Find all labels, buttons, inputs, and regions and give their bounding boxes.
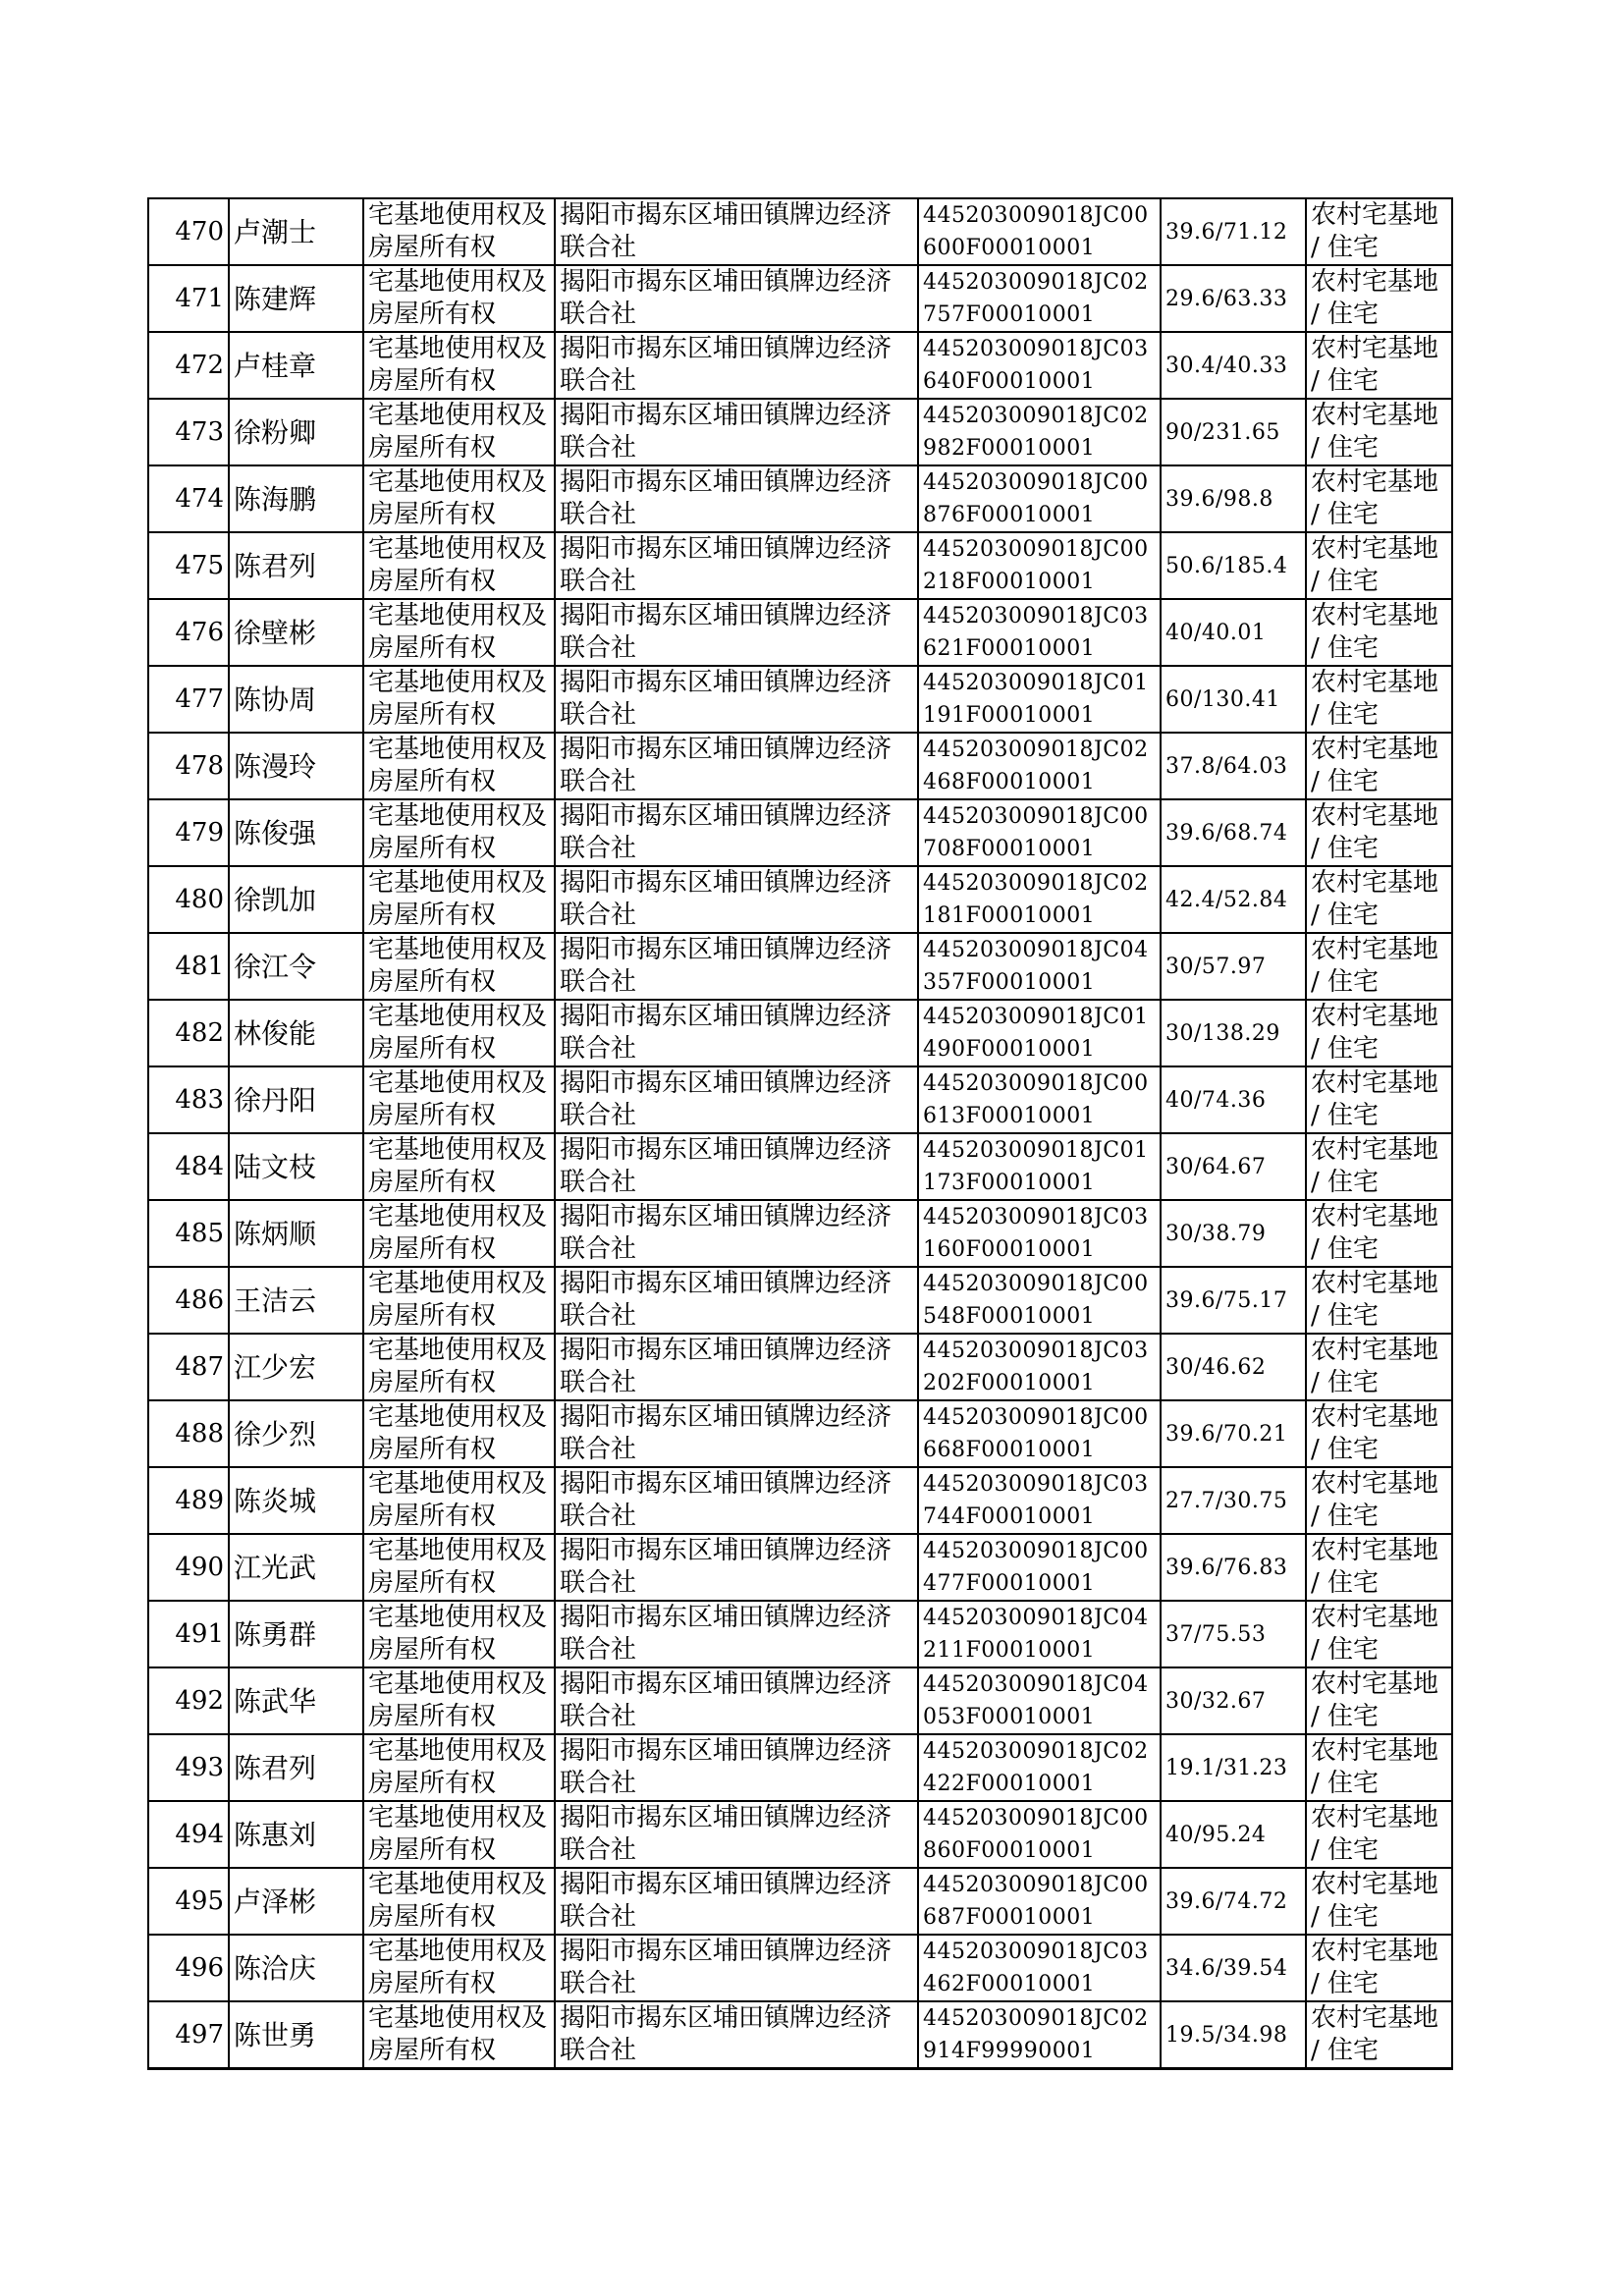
land-owner-cell: 揭阳市揭东区埔田镇牌边经济联合社 [555, 265, 918, 332]
area-value-cell: 60/130.41 [1161, 666, 1306, 733]
unit-code-cell: 445203009018JC02422F00010001 [918, 1734, 1161, 1801]
table-row [148, 866, 1452, 933]
row-number-cell: 484 [148, 1133, 229, 1200]
area-value-cell: 30.4/40.33 [1161, 332, 1306, 399]
area-value-cell: 39.6/68.74 [1161, 799, 1306, 866]
right-type-cell: 宅基地使用权及房屋所有权 [363, 1601, 555, 1667]
land-owner-cell: 揭阳市揭东区埔田镇牌边经济联合社 [555, 799, 918, 866]
land-owner-cell: 揭阳市揭东区埔田镇牌边经济联合社 [555, 1000, 918, 1066]
area-value-cell: 30/46.62 [1161, 1334, 1306, 1400]
table-row [148, 1801, 1452, 1868]
holder-name-cell: 江少宏 [229, 1334, 363, 1400]
row-number-cell: 485 [148, 1200, 229, 1267]
land-owner-cell: 揭阳市揭东区埔田镇牌边经济联合社 [555, 1200, 918, 1267]
table-row [148, 1734, 1452, 1801]
table-row [148, 198, 1452, 265]
row-number-cell: 476 [148, 599, 229, 666]
holder-name-cell: 陈君列 [229, 532, 363, 599]
land-use-cell: 农村宅基地 / 住宅 [1306, 866, 1452, 933]
unit-code-cell: 445203009018JC02181F00010001 [918, 866, 1161, 933]
right-type-cell: 宅基地使用权及房屋所有权 [363, 465, 555, 532]
area-value-cell: 30/138.29 [1161, 1000, 1306, 1066]
land-use-cell: 农村宅基地 / 住宅 [1306, 2001, 1452, 2069]
row-number-cell: 495 [148, 1868, 229, 1935]
land-owner-cell: 揭阳市揭东区埔田镇牌边经济联合社 [555, 1667, 918, 1734]
unit-code-cell: 445203009018JC00613F00010001 [918, 1066, 1161, 1133]
holder-name-cell: 陈漫玲 [229, 733, 363, 799]
unit-code-cell: 445203009018JC00876F00010001 [918, 465, 1161, 532]
unit-code-cell: 445203009018JC03640F00010001 [918, 332, 1161, 399]
land-owner-cell: 揭阳市揭东区埔田镇牌边经济联合社 [555, 1400, 918, 1467]
table-row [148, 1267, 1452, 1334]
land-owner-cell: 揭阳市揭东区埔田镇牌边经济联合社 [555, 1601, 918, 1667]
right-type-cell: 宅基地使用权及房屋所有权 [363, 1133, 555, 1200]
right-type-cell: 宅基地使用权及房屋所有权 [363, 332, 555, 399]
table-row [148, 1334, 1452, 1400]
table-row [148, 1534, 1452, 1601]
land-owner-cell: 揭阳市揭东区埔田镇牌边经济联合社 [555, 1868, 918, 1935]
land-owner-cell: 揭阳市揭东区埔田镇牌边经济联合社 [555, 866, 918, 933]
right-type-cell: 宅基地使用权及房屋所有权 [363, 265, 555, 332]
table-row [148, 332, 1452, 399]
land-owner-cell: 揭阳市揭东区埔田镇牌边经济联合社 [555, 1935, 918, 2001]
right-type-cell: 宅基地使用权及房屋所有权 [363, 198, 555, 265]
land-use-cell: 农村宅基地 / 住宅 [1306, 1601, 1452, 1667]
land-owner-cell: 揭阳市揭东区埔田镇牌边经济联合社 [555, 733, 918, 799]
right-type-cell: 宅基地使用权及房屋所有权 [363, 1400, 555, 1467]
row-number-cell: 494 [148, 1801, 229, 1868]
table-row [148, 399, 1452, 465]
holder-name-cell: 徐粉卿 [229, 399, 363, 465]
area-value-cell: 30/38.79 [1161, 1200, 1306, 1267]
unit-code-cell: 445203009018JC04211F00010001 [918, 1601, 1161, 1667]
right-type-cell: 宅基地使用权及房屋所有权 [363, 1868, 555, 1935]
unit-code-cell: 445203009018JC02914F99990001 [918, 2001, 1161, 2069]
holder-name-cell: 卢潮士 [229, 198, 363, 265]
holder-name-cell: 陈建辉 [229, 265, 363, 332]
holder-name-cell: 徐少烈 [229, 1400, 363, 1467]
row-number-cell: 490 [148, 1534, 229, 1601]
land-use-cell: 农村宅基地 / 住宅 [1306, 1400, 1452, 1467]
area-value-cell: 19.5/34.98 [1161, 2001, 1306, 2069]
land-owner-cell: 揭阳市揭东区埔田镇牌边经济联合社 [555, 1734, 918, 1801]
unit-code-cell: 445203009018JC01173F00010001 [918, 1133, 1161, 1200]
land-use-cell: 农村宅基地 / 住宅 [1306, 1467, 1452, 1534]
land-use-cell: 农村宅基地 / 住宅 [1306, 465, 1452, 532]
row-number-cell: 471 [148, 265, 229, 332]
holder-name-cell: 林俊能 [229, 1000, 363, 1066]
holder-name-cell: 徐凯加 [229, 866, 363, 933]
unit-code-cell: 445203009018JC00708F00010001 [918, 799, 1161, 866]
table-row [148, 1400, 1452, 1467]
land-owner-cell: 揭阳市揭东区埔田镇牌边经济联合社 [555, 465, 918, 532]
area-value-cell: 39.6/75.17 [1161, 1267, 1306, 1334]
unit-code-cell: 445203009018JC00687F00010001 [918, 1868, 1161, 1935]
right-type-cell: 宅基地使用权及房屋所有权 [363, 1734, 555, 1801]
table-row [148, 1066, 1452, 1133]
unit-code-cell: 445203009018JC03744F00010001 [918, 1467, 1161, 1534]
land-use-cell: 农村宅基地 / 住宅 [1306, 599, 1452, 666]
row-number-cell: 492 [148, 1667, 229, 1734]
row-number-cell: 489 [148, 1467, 229, 1534]
area-value-cell: 37/75.53 [1161, 1601, 1306, 1667]
table-row [148, 1667, 1452, 1734]
row-number-cell: 482 [148, 1000, 229, 1066]
table-row [148, 799, 1452, 866]
land-use-cell: 农村宅基地 / 住宅 [1306, 1801, 1452, 1868]
area-value-cell: 30/57.97 [1161, 933, 1306, 1000]
row-number-cell: 479 [148, 799, 229, 866]
unit-code-cell: 445203009018JC01490F00010001 [918, 1000, 1161, 1066]
land-owner-cell: 揭阳市揭东区埔田镇牌边经济联合社 [555, 1334, 918, 1400]
land-use-cell: 农村宅基地 / 住宅 [1306, 1000, 1452, 1066]
row-number-cell: 481 [148, 933, 229, 1000]
unit-code-cell: 445203009018JC03621F00010001 [918, 599, 1161, 666]
holder-name-cell: 陈炎城 [229, 1467, 363, 1534]
table-row [148, 1133, 1452, 1200]
land-use-cell: 农村宅基地 / 住宅 [1306, 332, 1452, 399]
row-number-cell: 493 [148, 1734, 229, 1801]
row-number-cell: 472 [148, 332, 229, 399]
land-owner-cell: 揭阳市揭东区埔田镇牌边经济联合社 [555, 532, 918, 599]
holder-name-cell: 陈俊强 [229, 799, 363, 866]
holder-name-cell: 陈海鹏 [229, 465, 363, 532]
row-number-cell: 496 [148, 1935, 229, 2001]
row-number-cell: 475 [148, 532, 229, 599]
land-use-cell: 农村宅基地 / 住宅 [1306, 1667, 1452, 1734]
right-type-cell: 宅基地使用权及房屋所有权 [363, 1000, 555, 1066]
right-type-cell: 宅基地使用权及房屋所有权 [363, 1066, 555, 1133]
right-type-cell: 宅基地使用权及房屋所有权 [363, 1267, 555, 1334]
row-number-cell: 497 [148, 2001, 229, 2069]
area-value-cell: 30/64.67 [1161, 1133, 1306, 1200]
table-row [148, 265, 1452, 332]
unit-code-cell: 445203009018JC00218F00010001 [918, 532, 1161, 599]
land-use-cell: 农村宅基地 / 住宅 [1306, 1734, 1452, 1801]
area-value-cell: 39.6/71.12 [1161, 198, 1306, 265]
right-type-cell: 宅基地使用权及房屋所有权 [363, 733, 555, 799]
row-number-cell: 470 [148, 198, 229, 265]
unit-code-cell: 445203009018JC03160F00010001 [918, 1200, 1161, 1267]
unit-code-cell: 445203009018JC00600F00010001 [918, 198, 1161, 265]
registry-table-body [148, 198, 1452, 2069]
holder-name-cell: 卢泽彬 [229, 1868, 363, 1935]
land-owner-cell: 揭阳市揭东区埔田镇牌边经济联合社 [555, 666, 918, 733]
unit-code-cell: 445203009018JC00860F00010001 [918, 1801, 1161, 1868]
land-use-cell: 农村宅基地 / 住宅 [1306, 1334, 1452, 1400]
table-row [148, 733, 1452, 799]
table-row [148, 1868, 1452, 1935]
holder-name-cell: 陈炳顺 [229, 1200, 363, 1267]
holder-name-cell: 徐壁彬 [229, 599, 363, 666]
unit-code-cell: 445203009018JC00477F00010001 [918, 1534, 1161, 1601]
table-row [148, 1601, 1452, 1667]
holder-name-cell: 陈君列 [229, 1734, 363, 1801]
unit-code-cell: 445203009018JC02982F00010001 [918, 399, 1161, 465]
area-value-cell: 19.1/31.23 [1161, 1734, 1306, 1801]
land-owner-cell: 揭阳市揭东区埔田镇牌边经济联合社 [555, 1267, 918, 1334]
land-use-cell: 农村宅基地 / 住宅 [1306, 1534, 1452, 1601]
land-owner-cell: 揭阳市揭东区埔田镇牌边经济联合社 [555, 1066, 918, 1133]
unit-code-cell: 445203009018JC00548F00010001 [918, 1267, 1161, 1334]
registry-table [147, 197, 1453, 2070]
right-type-cell: 宅基地使用权及房屋所有权 [363, 1801, 555, 1868]
holder-name-cell: 江光武 [229, 1534, 363, 1601]
table-row [148, 666, 1452, 733]
holder-name-cell: 陈惠刘 [229, 1801, 363, 1868]
row-number-cell: 474 [148, 465, 229, 532]
land-use-cell: 农村宅基地 / 住宅 [1306, 1200, 1452, 1267]
land-use-cell: 农村宅基地 / 住宅 [1306, 799, 1452, 866]
area-value-cell: 39.6/76.83 [1161, 1534, 1306, 1601]
area-value-cell: 34.6/39.54 [1161, 1935, 1306, 2001]
land-use-cell: 农村宅基地 / 住宅 [1306, 198, 1452, 265]
table-row [148, 2001, 1452, 2069]
row-number-cell: 478 [148, 733, 229, 799]
holder-name-cell: 陈世勇 [229, 2001, 363, 2069]
land-use-cell: 农村宅基地 / 住宅 [1306, 1267, 1452, 1334]
holder-name-cell: 卢桂章 [229, 332, 363, 399]
table-row [148, 465, 1452, 532]
area-value-cell: 30/32.67 [1161, 1667, 1306, 1734]
land-owner-cell: 揭阳市揭东区埔田镇牌边经济联合社 [555, 399, 918, 465]
land-owner-cell: 揭阳市揭东区埔田镇牌边经济联合社 [555, 1133, 918, 1200]
row-number-cell: 491 [148, 1601, 229, 1667]
area-value-cell: 42.4/52.84 [1161, 866, 1306, 933]
unit-code-cell: 445203009018JC00668F00010001 [918, 1400, 1161, 1467]
unit-code-cell: 445203009018JC01191F00010001 [918, 666, 1161, 733]
row-number-cell: 483 [148, 1066, 229, 1133]
unit-code-cell: 445203009018JC04053F00010001 [918, 1667, 1161, 1734]
area-value-cell: 40/74.36 [1161, 1066, 1306, 1133]
land-owner-cell: 揭阳市揭东区埔田镇牌边经济联合社 [555, 1534, 918, 1601]
table-row [148, 1467, 1452, 1534]
right-type-cell: 宅基地使用权及房屋所有权 [363, 1200, 555, 1267]
table-row [148, 1200, 1452, 1267]
land-use-cell: 农村宅基地 / 住宅 [1306, 1066, 1452, 1133]
table-row [148, 933, 1452, 1000]
land-owner-cell: 揭阳市揭东区埔田镇牌边经济联合社 [555, 933, 918, 1000]
row-number-cell: 487 [148, 1334, 229, 1400]
right-type-cell: 宅基地使用权及房屋所有权 [363, 399, 555, 465]
right-type-cell: 宅基地使用权及房屋所有权 [363, 1334, 555, 1400]
holder-name-cell: 徐丹阳 [229, 1066, 363, 1133]
area-value-cell: 39.6/70.21 [1161, 1400, 1306, 1467]
land-owner-cell: 揭阳市揭东区埔田镇牌边经济联合社 [555, 2001, 918, 2069]
area-value-cell: 29.6/63.33 [1161, 265, 1306, 332]
land-use-cell: 农村宅基地 / 住宅 [1306, 399, 1452, 465]
right-type-cell: 宅基地使用权及房屋所有权 [363, 933, 555, 1000]
right-type-cell: 宅基地使用权及房屋所有权 [363, 866, 555, 933]
land-use-cell: 农村宅基地 / 住宅 [1306, 666, 1452, 733]
land-use-cell: 农村宅基地 / 住宅 [1306, 1935, 1452, 2001]
unit-code-cell: 445203009018JC02468F00010001 [918, 733, 1161, 799]
table-row [148, 599, 1452, 666]
land-use-cell: 农村宅基地 / 住宅 [1306, 532, 1452, 599]
unit-code-cell: 445203009018JC02757F00010001 [918, 265, 1161, 332]
right-type-cell: 宅基地使用权及房屋所有权 [363, 1667, 555, 1734]
table-row [148, 532, 1452, 599]
row-number-cell: 486 [148, 1267, 229, 1334]
land-use-cell: 农村宅基地 / 住宅 [1306, 1868, 1452, 1935]
land-owner-cell: 揭阳市揭东区埔田镇牌边经济联合社 [555, 198, 918, 265]
land-use-cell: 农村宅基地 / 住宅 [1306, 733, 1452, 799]
area-value-cell: 39.6/98.8 [1161, 465, 1306, 532]
holder-name-cell: 陆文枝 [229, 1133, 363, 1200]
land-owner-cell: 揭阳市揭东区埔田镇牌边经济联合社 [555, 1801, 918, 1868]
right-type-cell: 宅基地使用权及房屋所有权 [363, 1935, 555, 2001]
table-row [148, 1935, 1452, 2001]
row-number-cell: 480 [148, 866, 229, 933]
area-value-cell: 90/231.65 [1161, 399, 1306, 465]
unit-code-cell: 445203009018JC04357F00010001 [918, 933, 1161, 1000]
area-value-cell: 27.7/30.75 [1161, 1467, 1306, 1534]
unit-code-cell: 445203009018JC03462F00010001 [918, 1935, 1161, 2001]
holder-name-cell: 陈武华 [229, 1667, 363, 1734]
row-number-cell: 473 [148, 399, 229, 465]
row-number-cell: 488 [148, 1400, 229, 1467]
holder-name-cell: 陈协周 [229, 666, 363, 733]
land-owner-cell: 揭阳市揭东区埔田镇牌边经济联合社 [555, 332, 918, 399]
holder-name-cell: 陈勇群 [229, 1601, 363, 1667]
row-number-cell: 477 [148, 666, 229, 733]
holder-name-cell: 陈洽庆 [229, 1935, 363, 2001]
right-type-cell: 宅基地使用权及房屋所有权 [363, 1467, 555, 1534]
table-row [148, 1000, 1452, 1066]
area-value-cell: 40/40.01 [1161, 599, 1306, 666]
area-value-cell: 37.8/64.03 [1161, 733, 1306, 799]
holder-name-cell: 徐江令 [229, 933, 363, 1000]
land-owner-cell: 揭阳市揭东区埔田镇牌边经济联合社 [555, 599, 918, 666]
right-type-cell: 宅基地使用权及房屋所有权 [363, 799, 555, 866]
area-value-cell: 39.6/74.72 [1161, 1868, 1306, 1935]
right-type-cell: 宅基地使用权及房屋所有权 [363, 666, 555, 733]
land-use-cell: 农村宅基地 / 住宅 [1306, 265, 1452, 332]
right-type-cell: 宅基地使用权及房屋所有权 [363, 1534, 555, 1601]
holder-name-cell: 王洁云 [229, 1267, 363, 1334]
right-type-cell: 宅基地使用权及房屋所有权 [363, 2001, 555, 2069]
land-owner-cell: 揭阳市揭东区埔田镇牌边经济联合社 [555, 1467, 918, 1534]
right-type-cell: 宅基地使用权及房屋所有权 [363, 532, 555, 599]
land-use-cell: 农村宅基地 / 住宅 [1306, 933, 1452, 1000]
land-use-cell: 农村宅基地 / 住宅 [1306, 1133, 1452, 1200]
right-type-cell: 宅基地使用权及房屋所有权 [363, 599, 555, 666]
area-value-cell: 50.6/185.4 [1161, 532, 1306, 599]
area-value-cell: 40/95.24 [1161, 1801, 1306, 1868]
unit-code-cell: 445203009018JC03202F00010001 [918, 1334, 1161, 1400]
